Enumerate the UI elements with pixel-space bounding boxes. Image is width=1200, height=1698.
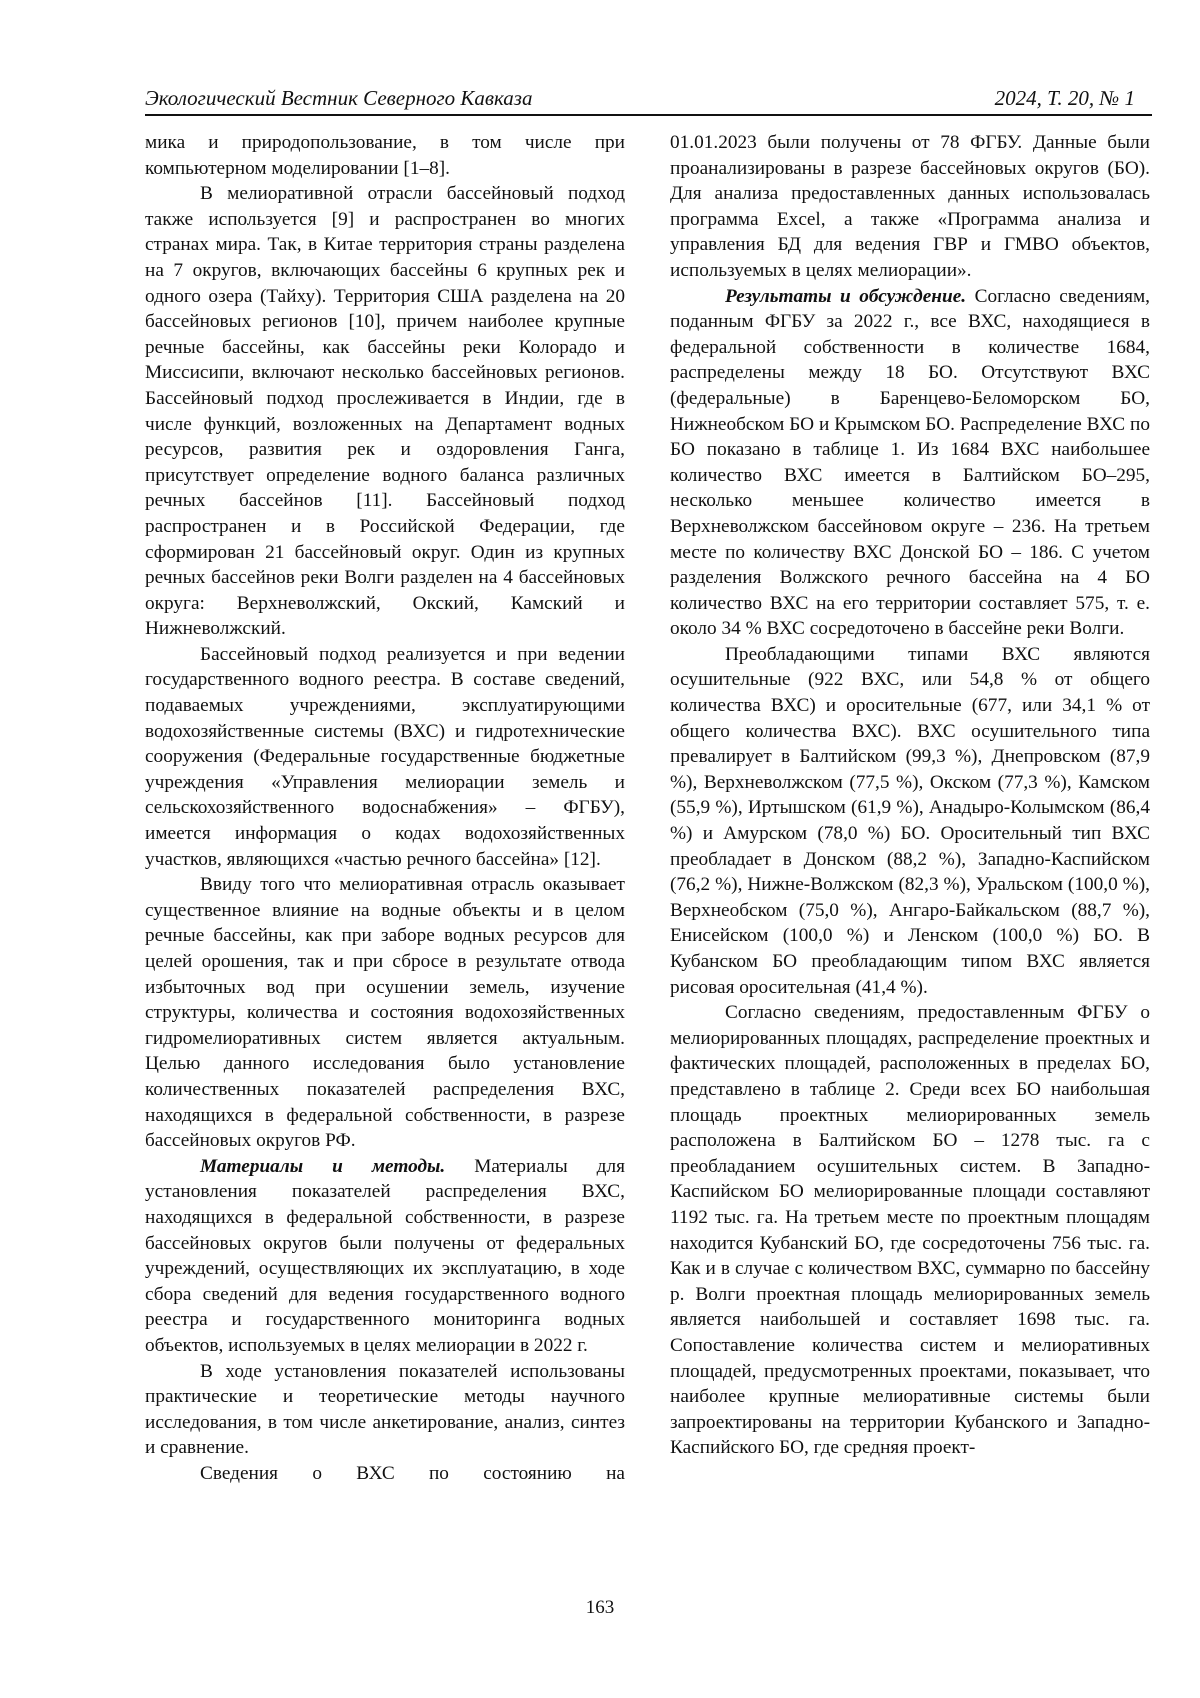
paragraph: Ввиду того что мелиоративная отрасль оказывает существенное влияние на водные объекты и в целом речные бассейны, как при заборе водных ресурсов для целей орошения, так и при сбросе в результате отвода избыточных вод при осушении земель, изучение структуры, количества и состояния водохозяйственных гидромелиоративных систем является актуальным. Целью данного исследования было установление количественных показателей распределения ВХС, находящихся в федеральной собственности, в разрезе бассейновых округов РФ. (145, 874, 625, 1152)
page-number: 163 (585, 1597, 615, 1618)
paragraph: Бассейновый подход реализуется и при ведении государственного водного реестра. В составе сведений, подаваемых учреждениями, эксплуатирующими водохозяйственные системы (ВХС) и гидротехнические сооружения (Федеральные государственные бюджетные учреждения «Управления мелиорации земель и сельскохозяйственного водоснабжения» – ФГБУ), имеется информация о кодах водохозяйственных участков, являющихся «частью речного бассейна» [12]. (145, 643, 625, 870)
journal-title: Экологический Вестник Северного Кавказа (145, 86, 533, 110)
right-column (670, 130, 1150, 1461)
paragraph-text: Согласно сведениям, поданным ФГБУ за 2022 г., все ВХС, находящиеся в федеральной собственности в количестве 1684, распределены между 18 БО. Отсутствуют ВХС (федеральные) в Баренцево-Беломорском БО, Нижнеобском БО и Крымском БО. Распределение ВХС по БО показано в таблице 1. Из 1684 ВХС наибольшее количество ВХС имеется в Балтийском БО–295, несколько меньшее количество имеется в Верхневолжском бассейновом округе – 236. На третьем месте по количеству ВХС Донской БО – 186. С учетом разделения Волжского речного бассейна на 4 БО количество ВХС на его территории составляет 575, т. е. около 34 % ВХС сосредоточено в бассейне реки Волги. (670, 285, 1150, 640)
section-heading: Материалы и методы. (200, 1155, 446, 1177)
paragraph-materials-methods (145, 1154, 625, 1359)
left-column (145, 130, 625, 1486)
paragraph: Преобладающими типами ВХС являются осушительные (922 ВХС, или 54,8 % от общего количества ВХС) и оросительные (677, или 34,1 % от общего количества ВХС). ВХС осушительного типа превалирует в Балтийском (99,3 %), Днепровском (87,9 %), Верхневолжском (77,5 %), Окском (77,3 %), Камском (55,9 %), Иртышском (61,9 %), Анадыро-Колымском (86,4 %) и Амурском (78,0 %) БО. Оросительный тип ВХС преобладает в Донском (88,2 %), Западно-Каспийском (76,2 %), Нижне-Волжском (82,3 %), Уральском (100,0 %), Верхнеобском (75,0 %), Ангаро-Байкальском (88,7 %), Енисейском (100,0 %) и Ленском (100,0 %) БО. В Кубанском БО преобладающим типом ВХС является рисовая оросительная (41,4 %). (670, 643, 1150, 998)
paragraph-results-discussion (670, 284, 1150, 642)
paragraph-text: Материалы для установления показателей распределения ВХС, находящихся в федеральной собственности, в разрезе бассейновых округов были получены от федеральных учреждений, осуществляющих их эксплуатацию, в ходе сбора сведений для ведения государственного водного реестра и государственного мониторинга водных объектов, используемых в целях мелиорации в 2022 г. (145, 1155, 625, 1356)
paragraph: 01.01.2023 были получены от 78 ФГБУ. Данные были проанализированы в разрезе бассейновых округов (БО). Для анализа предоставленных данных использовалась программа Excel, а также «Программа анализа и управления БД для ведения ГВР и ГМВО объектов, используемых в целях мелиорации». (670, 132, 1150, 281)
issue-info: 2024, Т. 20, № 1 (994, 86, 1135, 110)
paragraph: мика и природопользование, в том числе при компьютерном моделировании [1–8]. (145, 132, 625, 179)
running-header (145, 86, 1145, 116)
header-rule (145, 114, 1152, 116)
section-heading: Результаты и обсуждение. (725, 285, 967, 307)
paragraph: Сведения о ВХС по состоянию на (200, 1462, 625, 1484)
paragraph: В ходе установления показателей использованы практические и теоретические методы научного исследования, в том числе анкетирование, анализ, синтез и сравнение. (145, 1360, 625, 1459)
paragraph: Согласно сведениям, предоставленным ФГБУ о мелиорированных площадях, распределение проектных и фактических площадей, расположенных в пределах БО, представлено в таблице 2. Среди всех БО наибольшая площадь проектных мелиорированных земель расположена в Балтийском БО – 1278 тыс. га с преобладанием осушительных систем. В Западно-Каспийском БО мелиорированные площади составляют 1192 тыс. га. На третьем месте по проектным площадям находится Кубанский БО, где сосредоточены 756 тыс. га. Как и в случае с количеством ВХС, суммарно по бассейну р. Волги проектная площадь мелиорированных земель является наибольшей и составляет 1698 тыс. га. Сопоставление количества систем и мелиоративных площадей, предусмотренных проектами, показывает, что наиболее крупные мелиоративные системы были запроектированы на территории Кубанского и Западно-Каспийского БО, где средняя проект- (670, 1002, 1150, 1459)
paragraph: В мелиоративной отрасли бассейновый подход также используется [9] и распространен во многих странах мира. Так, в Китае территория страны разделена на 7 округов, включающих бассейны 6 крупных рек и одного озера (Тайху). Территория США разделена на 20 бассейновых регионов [10], причем наиболее крупные речные бассейны, как бассейны реки Колорадо и Миссисипи, включают несколько бассейновых регионов. Бассейновый подход прослеживается в Индии, где в числе функций, возложенных на Департамент водных ресурсов, развития рек и оздоровления Ганга, присутствует определение водного баланса различных речных бассейнов [11]. Бассейновый подход распространен и в Российской Федерации, где сформирован 21 бассейновый округ. Один из крупных речных бассейнов реки Волги разделен на 4 бассейновых округа: Верхневолжский, Окский, Камский и Нижневолжский. (145, 183, 625, 640)
